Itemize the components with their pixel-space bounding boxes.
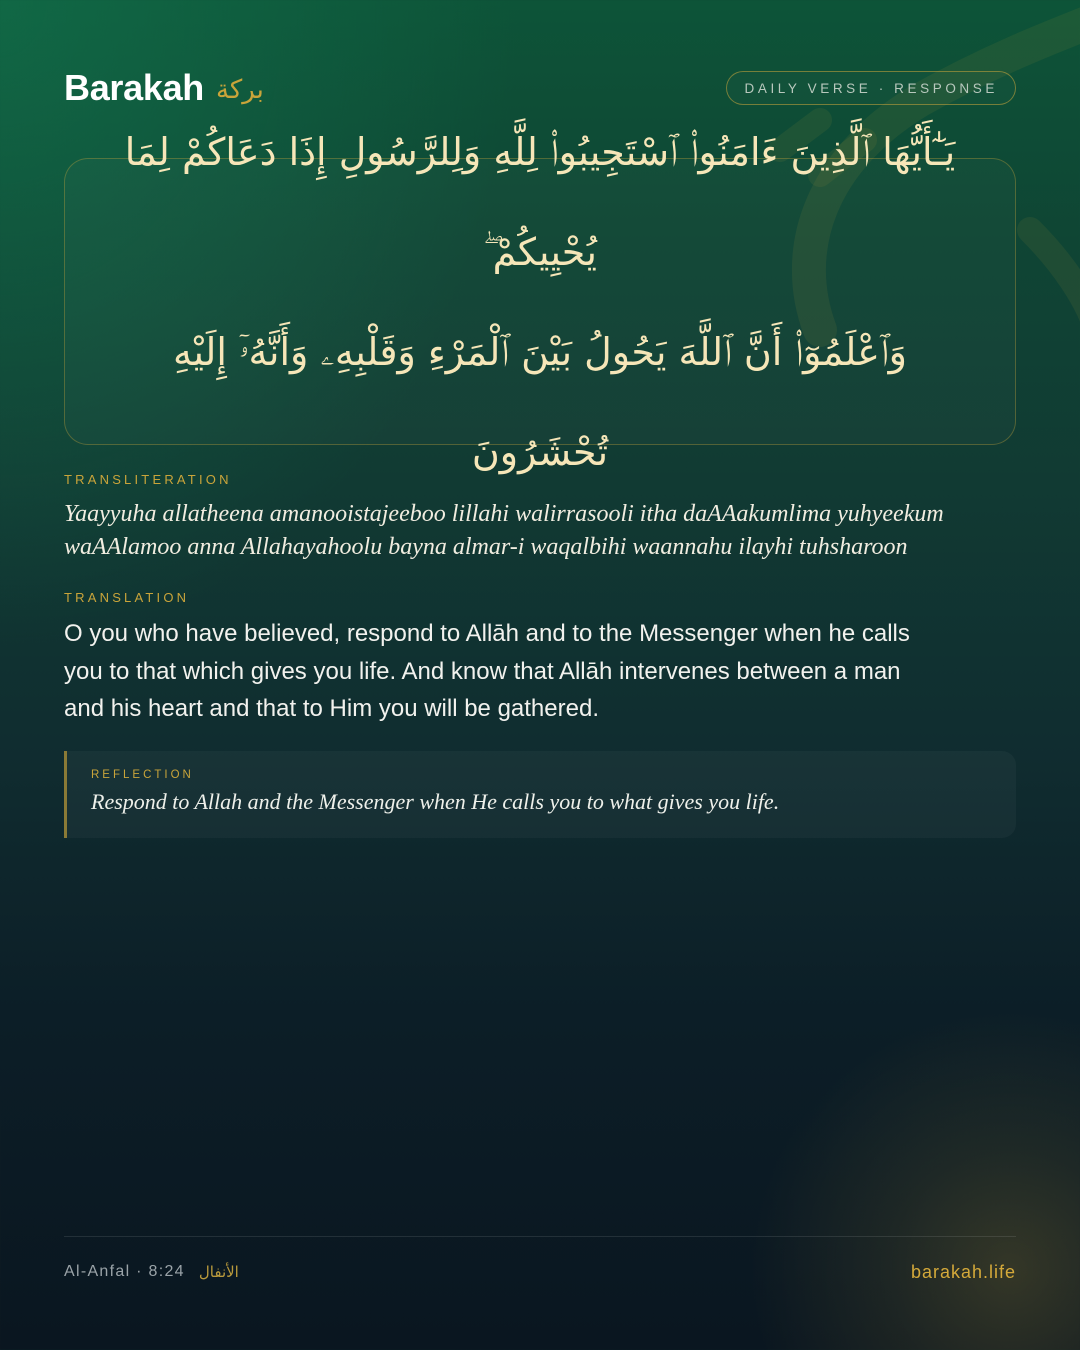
translation-line-3: and his heart and that to Him you will be gathered. xyxy=(64,695,599,722)
footer-divider xyxy=(64,1236,1016,1237)
site-link[interactable]: barakah.life xyxy=(910,1261,1016,1282)
brand-name: Barakah xyxy=(64,67,204,108)
reflection-text: Respond to Allah and the Messenger when He calls you to what gives you life. xyxy=(91,789,780,814)
transliteration-text xyxy=(64,498,1016,564)
transliteration-line-2: waAAlamoo anna Allahayahoolu bayna almar-i waqalbihi waannahu ilayhi tuhsharoon xyxy=(64,534,908,560)
reflection-card xyxy=(64,751,1016,838)
transliteration-line-1: Yaayyuha allatheena amanooistajeeboo lillahi walirrasooli itha daAAakumlima yuhyeekum xyxy=(64,501,944,527)
surah-reference: Al-Anfal · 8:24 xyxy=(64,1263,185,1280)
reflection-label: REFLECTION xyxy=(91,769,194,781)
footer xyxy=(64,1258,1016,1286)
arabic-verse-line-1: يَـٰٓأَيُّهَا ٱلَّذِينَ ءَامَنُوا۟ ٱسْتَجِيبُوا۟ لِلَّهِ وَلِلرَّسُولِ إِذَا دَعَاكُمْ لِمَا يُحْيِيكُمْ ۖ xyxy=(124,129,956,274)
translation-label: TRANSLATION xyxy=(64,590,190,605)
transliteration-label: TRANSLITERATION xyxy=(64,472,232,487)
arabic-verse-card xyxy=(64,129,1016,474)
verse-reference xyxy=(64,1263,239,1281)
surah-name-arabic: الأنفال xyxy=(198,1263,239,1281)
daily-verse-badge: DAILY VERSE · RESPONSE xyxy=(726,71,1016,105)
translation-text xyxy=(64,615,1024,728)
translation-line-1: O you who have believed, respond to Allāh and to the Messenger when he calls xyxy=(64,620,910,647)
translation-line-2: you to that which gives you life. And know that Allāh intervenes between a man xyxy=(64,657,901,685)
brand-arabic: بركة xyxy=(215,75,264,105)
arabic-verse-line-2: وَٱعْلَمُوٓا۟ أَنَّ ٱللَّهَ يَحُولُ بَيْنَ ٱلْمَرْءِ وَقَلْبِهِۦ وَأَنَّهُۥٓ إِلَيْهِ تُحْشَرُونَ xyxy=(172,329,908,474)
